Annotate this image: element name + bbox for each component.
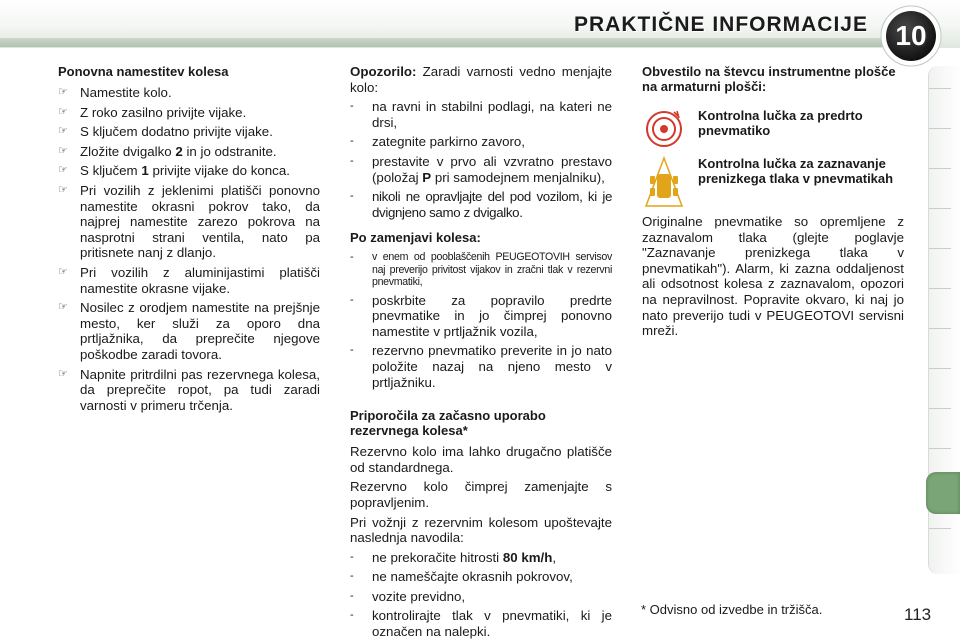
bullet-hand-icon: ☞ xyxy=(58,105,68,118)
list-item: - vozite previdno, xyxy=(350,588,466,604)
section-heading: Po zamenjavi kolesa: xyxy=(350,230,481,246)
list-item: ☞ Zložite dvigalko 2 in jo odstranite. xyxy=(58,143,277,159)
section-heading: Priporočila za začasno uporabo rezervnega kolesa* xyxy=(350,408,546,439)
list-item: ☞ Namestite kolo. xyxy=(58,85,172,100)
section-heading: Ponovna namestitev kolesa xyxy=(58,64,229,79)
chapter-number: 10 xyxy=(895,20,927,51)
tab-divider xyxy=(929,408,951,409)
list-item: ☞ Pri vozilih z jeklenimi platišči ponovno namestite okrasni pokrov tako, da najprej namestite zarezo pokrova na nasprotni strani ventila, nato pa pritisnete nanj z dlanjo. xyxy=(58,182,320,261)
tab-divider xyxy=(929,128,951,129)
bullet-hand-icon: ☞ xyxy=(58,86,68,98)
list-item: - rezervno pnevmatiko preverite in jo nato položite nazaj na njeno mesto v prtljažniku. xyxy=(350,343,612,390)
header-bar xyxy=(0,38,905,47)
bullet-hand-icon: ☞ xyxy=(58,367,68,380)
lamp-row-flat-tyre xyxy=(642,108,904,146)
tab-divider xyxy=(929,168,951,169)
list-item: ☞ Nosilec z orodjem namestite na prejšnje mesto, ker služi za oporo dna prtljažnika, da preprečite njegove poškodbe zaradi tovora. xyxy=(58,300,320,362)
list-item: ☞ Z roko zasilno privijte vijake. xyxy=(58,104,247,120)
page-number: 113 xyxy=(904,605,932,624)
footnote: * Odvisno od izvedbe in tržišča. xyxy=(641,602,823,617)
paragraph: Rezervno kolo ima lahko drugačno platišče od standardnega. xyxy=(350,444,612,475)
list-item: - prestavite v prvo ali vzvratno prestavo (položaj P pri samodejnem menjalniku), xyxy=(350,153,612,185)
column-warnings xyxy=(350,64,612,644)
bullet-hand-icon: ☞ xyxy=(58,164,68,177)
paragraph: Pri vožnji z rezervnim kolesom upoštevajte naslednja navodila: xyxy=(350,514,612,546)
paragraph: Originalne pnevmatike so opremljene z zaznavalom tlaka (glejte poglavje "Zaznavanje prenizkega tlaka v pnevmatikah"). Alarm, ki zazna oddaljenost ali odsotnost kolesa z zaznavalom, opozori na nepravilnost. Popravite okvaro, ki naj jo nato preverijo tudi v PEUGEOTOVI servisni mreži. xyxy=(642,214,904,339)
warning-paragraph: Opozorilo: Zaradi varnosti vedno menjajte kolo: xyxy=(350,64,612,95)
list-item: - zategnite parkirno zavoro, xyxy=(350,134,525,150)
list-item: - nikoli ne opravljajte del pod vozilom, ki je dvignjeno samo z dvigalko. xyxy=(350,189,612,220)
lamp-label: Kontrolna lučka za zaznavanje prenizkega tlaka v pnevmatikah xyxy=(698,156,894,186)
bullet-hand-icon: ☞ xyxy=(58,301,68,314)
list-item: - na ravni in stabilni podlagi, na kateri ne drsi, xyxy=(350,99,612,130)
paragraph: Rezervno kolo čimprej zamenjajte s popravljenim. xyxy=(350,479,612,510)
after-change-list xyxy=(350,251,612,390)
bullet-hand-icon: ☞ xyxy=(58,144,68,157)
list-item: ☞ Napnite pritrdilni pas rezervnega kolesa, da preprečite ropot, pa tudi zaradi varnosti v primeru trčenja. xyxy=(58,366,320,413)
warning-list xyxy=(350,99,612,220)
chapter-badge xyxy=(880,5,942,67)
list-item: - v enem od pooblaščenih PEUGEOTOVIH servisov naj preverijo privitost vijakov in zračni tlak v rezervni pnevmatiki, xyxy=(350,251,612,289)
refit-steps-list xyxy=(58,85,320,413)
tab-divider xyxy=(929,288,951,289)
tyre-pressure-lamp-icon xyxy=(644,156,684,212)
tab-divider xyxy=(929,248,951,249)
list-item: - ne nameščajte okrasnih pokrovov, xyxy=(350,569,573,585)
tab-divider xyxy=(929,368,951,369)
list-item: - poskrbite za popravilo predrte pnevmatike in jo čimprej ponovno namestite v prtljažnik vozila, xyxy=(350,292,612,339)
list-item: ☞ S ključem dodatno privijte vijake. xyxy=(58,124,273,140)
spare-wheel-list xyxy=(350,550,612,640)
list-item: - kontrolirajte tlak v pnevmatiki, ki je označen na nalepki. xyxy=(350,608,612,640)
column-dashboard-warnings xyxy=(642,64,904,343)
flat-tyre-lamp-icon xyxy=(644,108,684,152)
chapter-tab-active[interactable] xyxy=(926,472,960,514)
tab-divider xyxy=(929,88,951,89)
tab-divider xyxy=(929,528,951,529)
tab-divider xyxy=(929,328,951,329)
lamp-row-pressure xyxy=(642,156,904,208)
lamp-label: Kontrolna lučka za predrto pnevmatiko xyxy=(698,108,863,138)
list-item: - ne prekoračite hitrosti 80 km/h, xyxy=(350,549,557,565)
tab-divider xyxy=(929,448,951,449)
list-item: ☞ Pri vozilih z aluminijastimi platišči namestite okrasne vijake. xyxy=(58,264,320,296)
bullet-hand-icon: ☞ xyxy=(58,125,68,138)
section-heading: Obvestilo na števcu instrumentne plošče na armaturni plošči: xyxy=(642,64,896,94)
page-title: PRAKTIČNE INFORMACIJE xyxy=(573,13,868,36)
column-wheel-refit xyxy=(58,64,320,417)
bullet-hand-icon: ☞ xyxy=(58,183,68,196)
bullet-hand-icon: ☞ xyxy=(58,265,68,278)
list-item: ☞ S ključem 1 privijte vijake do konca. xyxy=(58,163,290,179)
tab-divider xyxy=(929,208,951,209)
